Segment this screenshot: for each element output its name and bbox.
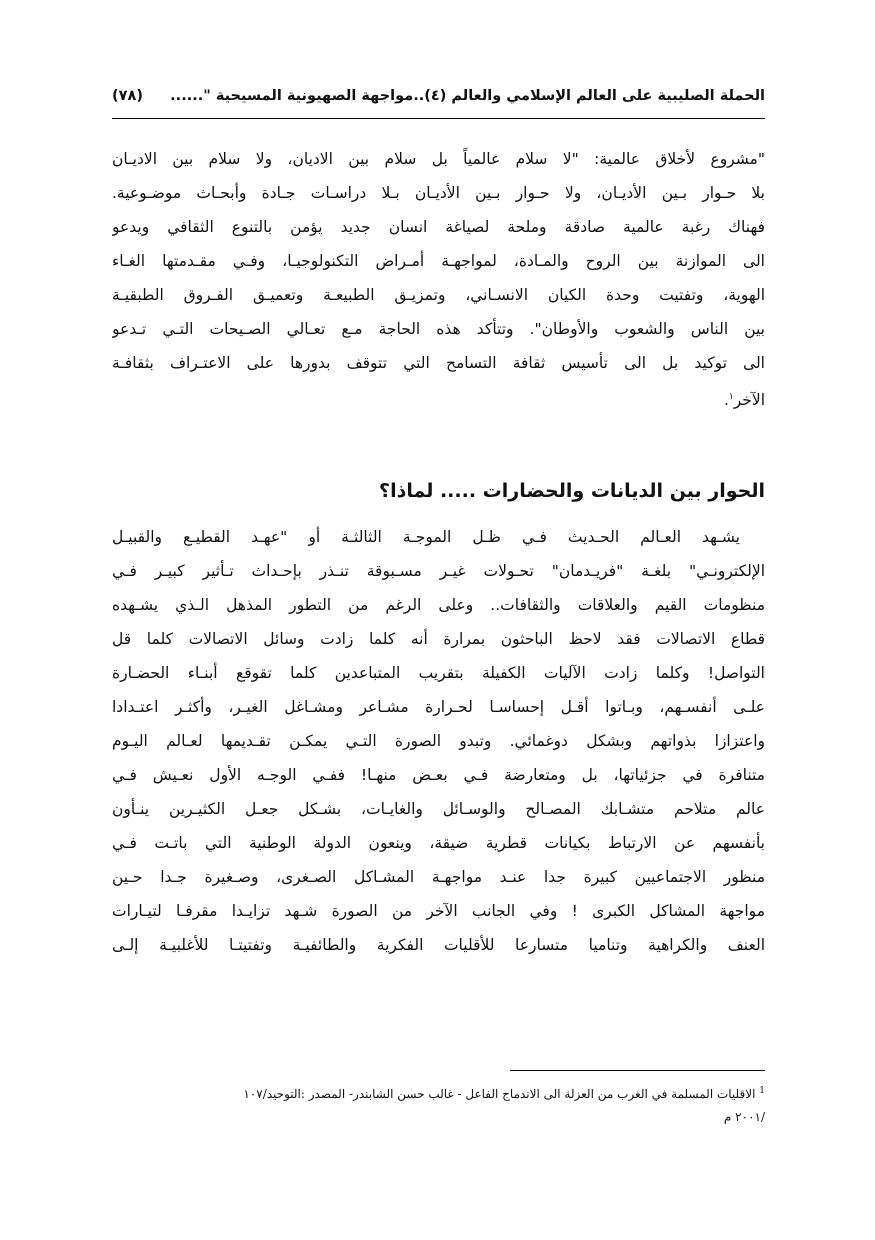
text-line: الإلكترونـي" بلغـة "فريـدمان" تحـولات غيـر مسـبوقة تنـذر بإحـداث تـأثير كبيـر فـي bbox=[112, 562, 765, 580]
header-rule bbox=[112, 118, 765, 119]
text-line: الى الموازنة بين الروح والمـادة، لمواجهـة أمـراض التكنولوجيـا، وفـي مقـدمتها الغـاء bbox=[112, 252, 765, 270]
text-line: الى توكيد بل الى تأسيس ثقافة التسامح التي تتوقف بدورها على الاعتـراف بثقافـة bbox=[112, 354, 765, 372]
text-line: فهناك رغبة عالمية صادقة وملحة لصياغة انسان جديد يؤمن بالتنوع الثقافي ويدعو bbox=[112, 218, 765, 236]
section-heading: الحوار بين الديانات والحضارات ..... لماذا؟ bbox=[379, 480, 765, 502]
text-line: الهوية، وتفتيت وحدة الكيان الانسـاني، وتمزيـق الطبيعـة وتعميـق الفـروق الطبقيـة bbox=[112, 286, 765, 304]
footnote bbox=[112, 1082, 765, 1103]
text-line: "مشروع لأخلاق عالمية: "لا سلام عالمياً بل سلام بين الاديان، ولا سلام بين الاديـان bbox=[112, 150, 765, 168]
footnote-text: الاقليات المسلمة في الغرب من العزلة الى الاندماج الفاعل - غالب حسن الشابندر- المصدر :التوحيد/١٠٧ bbox=[243, 1087, 756, 1101]
footnote-continuation: /٢٠٠١ م bbox=[723, 1110, 765, 1124]
text-line: واعتزازا بذواتهم وبشكل دوغمائي. وتبدو الصورة التـي يمكـن تقـديمها لعـالم اليـوم bbox=[112, 732, 765, 750]
text-line: التواصل! وكلما زادت الآليات الكفيلة بتقريب المتباعدين كلما تقوقع أبنـاء الحضـارة bbox=[112, 664, 765, 682]
text-line: الآخر$^١$. bbox=[723, 391, 765, 410]
text-line: بلا حـوار بـين الأديـان، ولا حـوار بـين الأديـان بـلا دراسـات جـادة وأبحـاث موضـوعية. bbox=[112, 184, 765, 202]
text-line: قطاع الاتصالات فقد لاحظ الباحثون بمرارة أنه كلما زادت وسائل الاتصالات كلما قل bbox=[112, 630, 765, 648]
text-line: متنافرة في جزئياتها، بل ومتعارضة فـي بعـض منهـا! ففـي الوجـه الأول نعـيش فـي bbox=[112, 766, 765, 784]
text-line: يشـهد العـالم الحـديث فـي ظـل الموجـة الثالثـة أو "عهـد القطيـع والقبيـل bbox=[112, 528, 740, 546]
text-line: بين الناس والشعوب والأوطان". وتتأكد هذه الحاجة مـع تعـالي الصـيحات التـي تـدعو bbox=[112, 320, 765, 338]
text-line: منظومات القيم والعلاقات والثقافات.. وعلى الرغم من التطور المذهل الـذي يشـهده bbox=[112, 596, 765, 614]
text-line: علـى أنفسـهم، وبـاتوا أقـل إحساسـا لحـرارة مشـاعر ومشـاغل الغيـر، وأكثـر اعتـدادا bbox=[112, 698, 765, 716]
footnote-rule bbox=[510, 1070, 765, 1071]
running-header bbox=[112, 88, 765, 104]
footnote-reference[interactable]: ١ bbox=[728, 392, 734, 402]
footnote-number: 1 bbox=[759, 1086, 765, 1096]
text-line: العنف والكراهية وتناميا متسارعا للأقليات الفكرية والطائفيـة وتفتيتـا للأغلبيـة إلـى bbox=[112, 936, 765, 954]
text-line: مواجهة المشاكل الكبرى ! وفي الجانب الآخر من الصورة شـهد تزايـدا مقرفـا لتيـارات bbox=[112, 902, 765, 920]
text-line: منظور الاجتماعيين كبيرة جدا عنـد مواجهـة المشـاكل الصـغرى، وصـغيرة جـدا حـين bbox=[112, 868, 765, 886]
page-number: (٧٨) bbox=[112, 88, 143, 104]
text-line: عالم متلاحم متشـابك المصـالح والوسـائل والغايـات، بشـكل جعـل الكثيـرين ينـأون bbox=[112, 800, 765, 818]
text-line: بأنفسهم عن الارتباط بكيانات قطرية ضيقة، وينعون الدولة الوطنية التي باتـت فـي bbox=[112, 834, 765, 852]
header-title: الحملة الصليبية على العالم الإسلامي والعالم (٤)..مواجهة الصهيونية المسيحية "...... bbox=[170, 88, 765, 104]
